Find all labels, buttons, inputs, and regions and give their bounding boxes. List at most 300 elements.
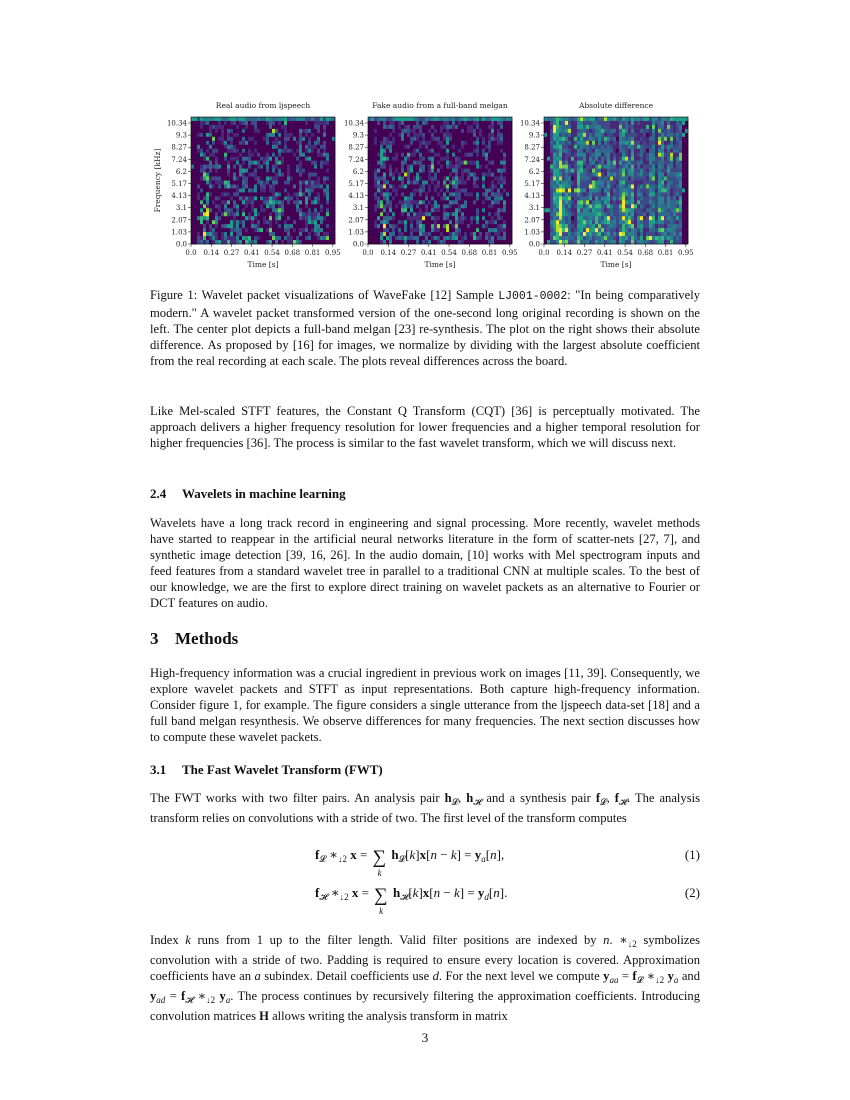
spectrogram-cell — [440, 181, 443, 185]
spectrogram-cell — [556, 125, 559, 129]
spectrogram-cell — [368, 165, 371, 169]
spectrogram-cell — [619, 188, 622, 192]
spectrogram-cell — [550, 169, 553, 173]
spectrogram-cell — [682, 228, 685, 232]
spectrogram-cell — [595, 141, 598, 145]
spectrogram-cell — [389, 125, 392, 129]
spectrogram-cell — [257, 208, 260, 212]
spectrogram-cell — [679, 121, 682, 125]
spectrogram-cell — [266, 133, 269, 137]
spectrogram-cell — [673, 232, 676, 236]
spectrogram-cell — [580, 157, 583, 161]
spectrogram-cell — [278, 137, 281, 141]
spectrogram-cell — [278, 117, 281, 121]
spectrogram-cell — [464, 173, 467, 177]
spectrogram-cell — [574, 141, 577, 145]
spectrogram-cell — [622, 228, 625, 232]
spectrogram-cell — [260, 157, 263, 161]
spectrogram-cell — [266, 212, 269, 216]
spectrogram-cell — [622, 169, 625, 173]
spectrogram-cell — [485, 236, 488, 240]
spectrogram-cell — [649, 177, 652, 181]
x-tick-label: 0.54 — [441, 249, 457, 257]
spectrogram-cell — [565, 133, 568, 137]
spectrogram-cell — [224, 208, 227, 212]
spectrogram-cell — [311, 212, 314, 216]
spectrogram-cell — [392, 121, 395, 125]
spectrogram-cell — [488, 169, 491, 173]
spectrogram-cell — [404, 208, 407, 212]
spectrogram-cell — [580, 204, 583, 208]
spectrogram-cell — [464, 200, 467, 204]
spectrogram-cell — [622, 216, 625, 220]
spectrogram-cell — [583, 117, 586, 121]
spectrogram-cell — [610, 236, 613, 240]
spectrogram-cell — [401, 236, 404, 240]
spectrogram-cell — [473, 181, 476, 185]
spectrogram-cell — [667, 208, 670, 212]
spectrogram-cell — [667, 149, 670, 153]
spectrogram-cell — [191, 133, 194, 137]
spectrogram-cell — [446, 161, 449, 165]
spectrogram-cell — [682, 188, 685, 192]
spectrogram-cell — [242, 169, 245, 173]
spectrogram-cell — [227, 216, 230, 220]
spectrogram-cell — [314, 137, 317, 141]
spectrogram-cell — [443, 236, 446, 240]
spectrogram-cell — [547, 177, 550, 181]
spectrogram-cell — [619, 173, 622, 177]
spectrogram-cell — [625, 184, 628, 188]
spectrogram-cell — [236, 117, 239, 121]
spectrogram-cell — [293, 117, 296, 121]
spectrogram-cell — [386, 165, 389, 169]
spectrogram-cell — [269, 121, 272, 125]
spectrogram-cell — [296, 184, 299, 188]
spectrogram-cell — [470, 165, 473, 169]
spectrogram-cell — [556, 161, 559, 165]
spectrogram-cell — [592, 177, 595, 181]
spectrogram-cell — [269, 157, 272, 161]
spectrogram-cell — [598, 173, 601, 177]
spectrogram-cell — [398, 181, 401, 185]
spectrogram-cell — [559, 232, 562, 236]
spectrogram-cell — [497, 137, 500, 141]
spectrogram-cell — [458, 149, 461, 153]
spectrogram-cell — [254, 137, 257, 141]
spectrogram-cell — [398, 228, 401, 232]
spectrogram-cell — [586, 216, 589, 220]
spectrogram-cell — [389, 200, 392, 204]
spectrogram-cell — [281, 129, 284, 133]
spectrogram-cell — [200, 200, 203, 204]
spectrogram-cell — [565, 208, 568, 212]
spectrogram-cell — [437, 117, 440, 121]
spectrogram-cell — [583, 129, 586, 133]
spectrogram-cell — [296, 188, 299, 192]
spectrogram-cell — [547, 121, 550, 125]
spectrogram-cell — [562, 157, 565, 161]
spectrogram-cell — [470, 149, 473, 153]
spectrogram-cell — [491, 184, 494, 188]
spectrogram-cell — [299, 169, 302, 173]
spectrogram-cell — [565, 192, 568, 196]
spectrogram-cell — [550, 220, 553, 224]
spectrogram-cell — [467, 169, 470, 173]
spectrogram-cell — [682, 177, 685, 181]
spectrogram-cell — [464, 133, 467, 137]
spectrogram-cell — [296, 129, 299, 133]
spectrogram-cell — [320, 157, 323, 161]
spectrogram-cell — [589, 232, 592, 236]
spectrogram-cell — [236, 184, 239, 188]
spectrogram-cell — [293, 192, 296, 196]
spectrogram-cell — [431, 157, 434, 161]
spectrogram-cell — [248, 129, 251, 133]
spectrogram-cell — [419, 200, 422, 204]
spectrogram-cell — [449, 224, 452, 228]
spectrogram-cell — [586, 161, 589, 165]
spectrogram-cell — [452, 200, 455, 204]
spectrogram-cell — [613, 117, 616, 121]
spectrogram-cell — [422, 220, 425, 224]
spectrogram-cell — [419, 173, 422, 177]
spectrogram-cell — [649, 184, 652, 188]
spectrogram-cell — [574, 169, 577, 173]
spectrogram-cell — [479, 145, 482, 149]
spectrogram-cell — [302, 240, 305, 244]
spectrogram-cell — [329, 204, 332, 208]
section-title: Methods — [175, 629, 239, 648]
spectrogram-cell — [604, 228, 607, 232]
spectrogram-cell — [326, 129, 329, 133]
spectrogram-cell — [407, 125, 410, 129]
spectrogram-cell — [407, 157, 410, 161]
y-tick-label: 6.2 — [175, 167, 187, 176]
spectrogram-cell — [245, 240, 248, 244]
spectrogram-cell — [622, 149, 625, 153]
spectrogram-cell — [428, 200, 431, 204]
spectrogram-cell — [550, 121, 553, 125]
spectrogram-cell — [485, 196, 488, 200]
spectrogram-cell — [440, 165, 443, 169]
spectrogram-cell — [206, 236, 209, 240]
spectrogram-cell — [491, 125, 494, 129]
spectrogram-cell — [233, 236, 236, 240]
spectrogram-cell — [404, 204, 407, 208]
spectrogram-cell — [311, 141, 314, 145]
spectrogram-cell — [266, 137, 269, 141]
spectrogram-cell — [473, 121, 476, 125]
spectrogram-cell — [266, 224, 269, 228]
spectrogram-cell — [622, 173, 625, 177]
spectrogram-cell — [416, 184, 419, 188]
spectrogram-cell — [449, 157, 452, 161]
spectrogram-cell — [461, 236, 464, 240]
spectrogram-cell — [601, 181, 604, 185]
spectrogram-cell — [506, 169, 509, 173]
spectrogram-cell — [317, 184, 320, 188]
spectrogram-cell — [643, 212, 646, 216]
spectrogram-cell — [239, 129, 242, 133]
spectrogram-cell — [649, 192, 652, 196]
spectrogram-cell — [233, 173, 236, 177]
section-title: The Fast Wavelet Transform (FWT) — [182, 762, 383, 777]
spectrogram-cell — [371, 236, 374, 240]
spectrogram-cell — [640, 224, 643, 228]
spectrogram-cell — [574, 236, 577, 240]
spectrogram-cell — [323, 125, 326, 129]
spectrogram-cell — [233, 208, 236, 212]
spectrogram-cell — [323, 149, 326, 153]
spectrogram-cell — [377, 228, 380, 232]
spectrogram-cell — [416, 129, 419, 133]
spectrogram-cell — [464, 169, 467, 173]
spectrogram-cell — [290, 220, 293, 224]
spectrogram-cell — [374, 161, 377, 165]
spectrogram-cell — [302, 181, 305, 185]
spectrogram-cell — [401, 228, 404, 232]
spectrogram-cell — [583, 192, 586, 196]
spectrogram-cell — [655, 137, 658, 141]
spectrogram-cell — [485, 149, 488, 153]
spectrogram-cell — [634, 200, 637, 204]
spectrogram-cell — [197, 177, 200, 181]
spectrogram-cell — [386, 125, 389, 129]
caption-prefix: Figure 1: Wavelet packet visualizations of WaveFake [12] Sample — [150, 288, 494, 302]
spectrogram-cell — [206, 220, 209, 224]
spectrogram-cell — [236, 188, 239, 192]
spectrogram-cell — [679, 145, 682, 149]
spectrogram-cell — [266, 125, 269, 129]
spectrogram-cell — [628, 177, 631, 181]
spectrogram-cell — [377, 149, 380, 153]
spectrogram-cell — [589, 188, 592, 192]
spectrogram-cell — [619, 208, 622, 212]
spectrogram-cell — [299, 224, 302, 228]
spectrogram-cell — [571, 121, 574, 125]
spectrogram-cell — [296, 141, 299, 145]
spectrogram-cell — [317, 169, 320, 173]
spectrogram-cell — [416, 212, 419, 216]
spectrogram-cell — [386, 141, 389, 145]
spectrogram-cell — [577, 161, 580, 165]
spectrogram-cell — [625, 224, 628, 228]
spectrogram-cell — [449, 220, 452, 224]
spectrogram-cell — [257, 196, 260, 200]
spectrogram-cell — [383, 184, 386, 188]
spectrogram-cell — [455, 145, 458, 149]
spectrogram-cell — [503, 145, 506, 149]
spectrogram-cell — [392, 192, 395, 196]
spectrogram-cell — [667, 153, 670, 157]
spectrogram-cell — [655, 220, 658, 224]
spectrogram-cell — [500, 117, 503, 121]
spectrogram-cell — [203, 232, 206, 236]
spectrogram-cell — [565, 188, 568, 192]
spectrogram-cell — [236, 125, 239, 129]
spectrogram-cell — [227, 240, 230, 244]
spectrogram-cell — [479, 137, 482, 141]
spectrogram-cell — [637, 212, 640, 216]
spectrogram-cell — [640, 169, 643, 173]
spectrogram-cell — [449, 177, 452, 181]
spectrogram-cell — [503, 188, 506, 192]
spectrogram-cell — [556, 216, 559, 220]
spectrogram-cell — [272, 169, 275, 173]
spectrogram-cell — [580, 181, 583, 185]
spectrogram-cell — [628, 125, 631, 129]
spectrogram-cell — [503, 141, 506, 145]
spectrogram-cell — [419, 188, 422, 192]
spectrogram-cell — [631, 216, 634, 220]
spectrogram-cell — [215, 240, 218, 244]
spectrogram-cell — [377, 236, 380, 240]
spectrogram-cell — [401, 232, 404, 236]
spectrogram-cell — [308, 216, 311, 220]
spectrogram-cell — [592, 121, 595, 125]
spectrogram-cell — [437, 196, 440, 200]
spectrogram-cell — [305, 236, 308, 240]
spectrogram-cell — [242, 204, 245, 208]
spectrogram-cell — [425, 216, 428, 220]
spectrogram-cell — [455, 173, 458, 177]
spectrogram-cell — [314, 236, 317, 240]
spectrogram-cell — [670, 173, 673, 177]
spectrogram-cell — [491, 232, 494, 236]
spectrogram-cell — [556, 157, 559, 161]
spectrogram-cell — [577, 224, 580, 228]
spectrogram-cell — [631, 117, 634, 121]
spectrogram-cell — [326, 220, 329, 224]
spectrogram-cell — [242, 121, 245, 125]
spectrogram-cell — [676, 117, 679, 121]
spectrogram-cell — [392, 165, 395, 169]
spectrogram-cell — [506, 224, 509, 228]
spectrogram-cell — [278, 133, 281, 137]
spectrogram-cell — [368, 216, 371, 220]
spectrogram-cell — [290, 137, 293, 141]
spectrogram-cell — [296, 121, 299, 125]
spectrogram-cell — [452, 145, 455, 149]
spectrogram-cell — [491, 196, 494, 200]
spectrogram-cell — [607, 145, 610, 149]
spectrogram-cell — [425, 204, 428, 208]
spectrogram-cell — [598, 133, 601, 137]
spectrogram-cell — [371, 196, 374, 200]
spectrogram-cell — [494, 204, 497, 208]
spectrogram-cell — [452, 192, 455, 196]
spectrogram-cell — [272, 133, 275, 137]
spectrogram-cell — [625, 173, 628, 177]
spectrogram-cell — [431, 153, 434, 157]
spectrogram-cell — [682, 184, 685, 188]
spectrogram-cell — [658, 169, 661, 173]
spectrogram-cell — [601, 216, 604, 220]
spectrogram-cell — [200, 121, 203, 125]
spectrogram-cell — [634, 228, 637, 232]
spectrogram-cell — [215, 181, 218, 185]
spectrogram-cell — [622, 184, 625, 188]
spectrogram-cell — [326, 232, 329, 236]
spectrogram-cell — [506, 141, 509, 145]
spectrogram-cell — [260, 177, 263, 181]
spectrogram-cell — [419, 240, 422, 244]
spectrogram-cell — [470, 121, 473, 125]
spectrogram-cell — [419, 204, 422, 208]
spectrogram-cell — [562, 188, 565, 192]
spectrogram-cell — [191, 212, 194, 216]
spectrogram-cell — [583, 216, 586, 220]
spectrogram-cell — [598, 165, 601, 169]
spectrogram-cell — [251, 232, 254, 236]
fwt-text-1: The FWT works with two filter pairs. An analysis pair — [150, 791, 440, 805]
spectrogram-cell — [604, 216, 607, 220]
spectrogram-cell — [224, 177, 227, 181]
spectrogram-cell — [293, 165, 296, 169]
spectrogram-cell — [550, 228, 553, 232]
spectrogram-cell — [583, 153, 586, 157]
spectrogram-cell — [212, 173, 215, 177]
spectrogram-cell — [236, 165, 239, 169]
spectrogram-cell — [682, 145, 685, 149]
spectrogram-cell — [479, 129, 482, 133]
spectrogram-cell — [473, 137, 476, 141]
spectrogram-cell — [446, 141, 449, 145]
spectrogram-cell — [197, 224, 200, 228]
spectrogram-cell — [278, 184, 281, 188]
spectrogram-cell — [191, 196, 194, 200]
spectrogram-cell — [269, 181, 272, 185]
spectrogram-cell — [613, 125, 616, 129]
spectrogram-cell — [673, 184, 676, 188]
spectrogram-cell — [667, 184, 670, 188]
spectrogram-cell — [278, 121, 281, 125]
spectrogram-cell — [667, 188, 670, 192]
spectrogram-cell — [470, 133, 473, 137]
spectrogram-cell — [278, 173, 281, 177]
spectrogram-cell — [568, 216, 571, 220]
spectrogram-cell — [577, 208, 580, 212]
spectrogram-cell — [290, 145, 293, 149]
spectrogram-cell — [676, 157, 679, 161]
spectrogram-cell — [667, 232, 670, 236]
spectrogram-cell — [556, 200, 559, 204]
spectrogram-cell — [275, 240, 278, 244]
spectrogram-cell — [230, 236, 233, 240]
spectrogram-cell — [476, 121, 479, 125]
spectrogram-cell — [562, 220, 565, 224]
spectrogram-cell — [634, 188, 637, 192]
spectrogram-cell — [194, 192, 197, 196]
spectrogram-cell — [266, 153, 269, 157]
y-tick-label: 1.03 — [171, 228, 187, 237]
spectrogram-cell — [556, 129, 559, 133]
spectrogram-cell — [407, 133, 410, 137]
spectrogram-cell — [389, 121, 392, 125]
spectrogram-cell — [224, 129, 227, 133]
spectrogram-cell — [239, 173, 242, 177]
spectrogram-cell — [583, 224, 586, 228]
spectrogram-cell — [320, 161, 323, 165]
spectrogram-cell — [377, 121, 380, 125]
spectrogram-cell — [574, 153, 577, 157]
spectrogram-cell — [622, 153, 625, 157]
spectrogram-cell — [550, 137, 553, 141]
spectrogram-cell — [218, 133, 221, 137]
spectrogram-cell — [293, 141, 296, 145]
spectrogram-cell — [242, 224, 245, 228]
